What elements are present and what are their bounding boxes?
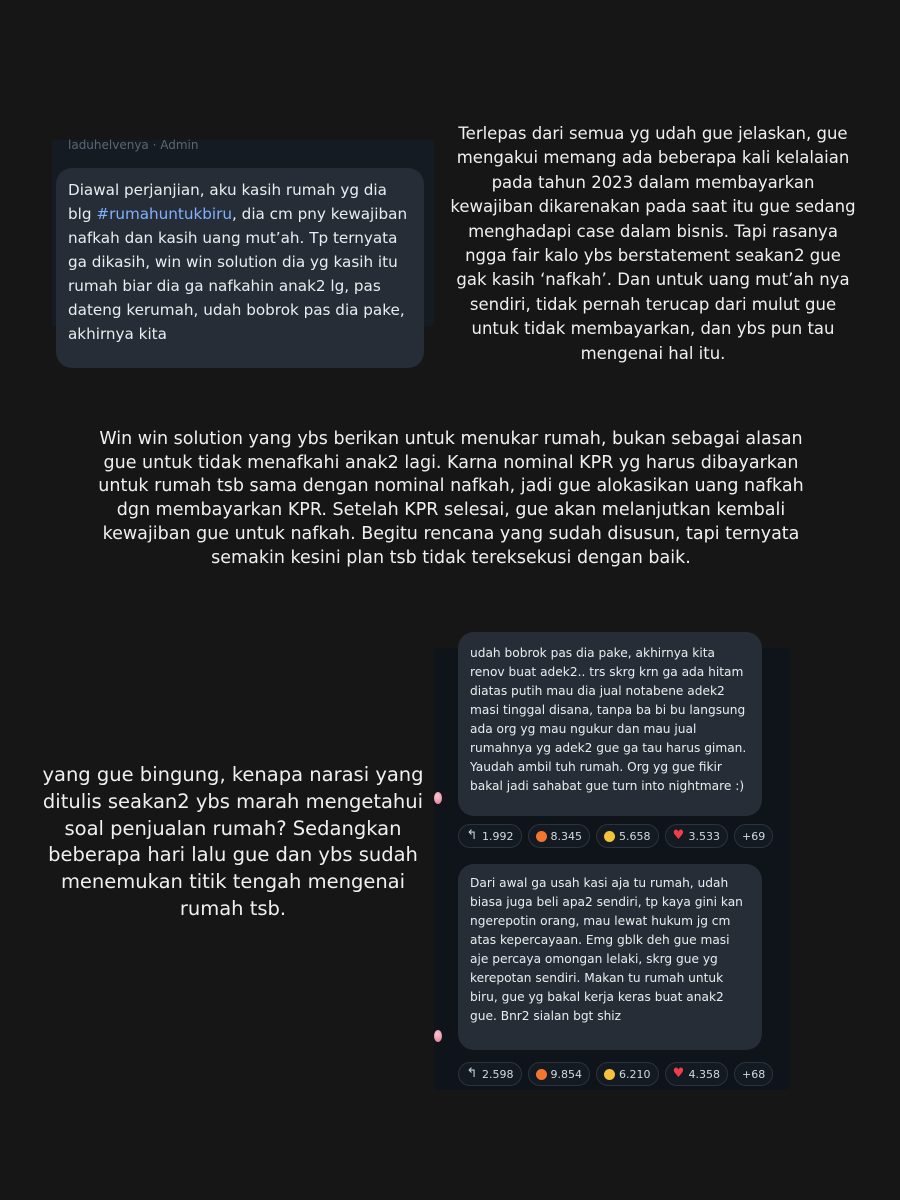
post-bubble: [56, 168, 424, 368]
reply-count: 1.992: [482, 829, 514, 843]
sad-emoji-icon: [604, 1069, 615, 1080]
sad-reaction-button[interactable]: [596, 824, 659, 848]
love-reaction-button[interactable]: [665, 824, 729, 848]
love-count: 3.533: [688, 829, 720, 843]
comment-text: Dari awal ga usah kasi aja tu rumah, udah biasa juga beli apa2 sendiri, tp kaya gini kan ngerepotin orang, mau lewat hukum jg cm atas kepercayaan. Emg gblk deh gue masi aje percaya omongan lelaki, skrg gue yg kerepotan sendiri. Makan tu rumah untuk biru, gue yg bakal kerja keras buat anak2 gue. Bnr2 sialan bgt shiz: [470, 876, 743, 1023]
angry-count: 9.854: [550, 1067, 582, 1081]
love-reaction-button[interactable]: [665, 1062, 729, 1086]
reply-arrow-icon: ↰: [466, 828, 478, 843]
post-screenshot: [52, 138, 434, 343]
more-count: +69: [742, 829, 766, 843]
angry-reaction-button[interactable]: [528, 1062, 591, 1086]
caption-top: Terlepas dari semua yg udah gue jelaskan, gue mengakui memang ada beberapa kali kelalaian pada tahun 2023 dalam membayarkan kewajiban dikarenakan pada saat itu gue sedang menghadapi case dalam bisnis. Tapi rasanya ngga fair kalo ybs berstatement seakan2 gue gak kasih ‘nafkah’. Dan untuk uang mut’ah nya sendiri, tidak pernah terucap dari mulut gue untuk tidak membayarkan, dan ybs pun tau mengenai hal itu.: [450, 124, 856, 363]
heart-icon: ♥: [672, 1066, 685, 1081]
post-text-start: Diawal perjanjian, aku kasih rumah yg dia blg: [68, 181, 387, 223]
love-count: 4.358: [688, 1067, 720, 1081]
reaction-bar: [458, 824, 773, 848]
avatar[interactable]: [434, 1030, 442, 1042]
reply-arrow-icon: ↰: [466, 1066, 478, 1081]
comment-bubble: [458, 632, 762, 816]
angry-emoji-icon: [536, 1069, 547, 1080]
reaction-bar: [458, 1062, 773, 1086]
more-reactions-button[interactable]: [734, 824, 773, 848]
sad-emoji-icon: [604, 831, 615, 842]
angry-reaction-button[interactable]: [528, 824, 591, 848]
sad-count: 6.210: [619, 1067, 651, 1081]
comments-screenshot: [434, 648, 790, 1090]
caption-left: yang gue bingung, kenapa narasi yang ditulis seakan2 ybs marah mengetahui soal penjualan rumah? Sedangkan beberapa hari lalu gue dan ybs sudah menemukan titik tengah mengenai rumah tsb.: [42, 763, 424, 920]
caption-middle: Win win solution yang ybs berikan untuk menukar rumah, bukan sebagai alasan gue untuk tidak menafkahi anak2 lagi. Karna nominal KPR yg harus dibayarkan untuk rumah tsb sama dengan nominal nafkah, jadi gue alokasikan uang nafkah dgn membayarkan KPR. Setelah KPR selesai, gue akan melanjutkan kembali kewajiban gue untuk nafkah. Begitu rencana yang sudah disusun, tapi ternyata semakin kesini plan tsb tidak tereksekusi dengan baik.: [98, 429, 804, 568]
sad-count: 5.658: [619, 829, 651, 843]
reply-button[interactable]: [458, 1062, 522, 1086]
more-count: +68: [742, 1067, 766, 1081]
post-text: [68, 178, 412, 346]
comment-bubble: [458, 864, 762, 1050]
heart-icon: ♥: [672, 828, 685, 843]
comment-text: udah bobrok pas dia pake, akhirnya kita renov buat adek2.. trs skrg krn ga ada hitam diatas putih mau dia jual notabene adek2 masi tinggal disana, tanpa ba bi bu langsung ada org yg mau ngukur dan mau jual rumahnya yg adek2 gue ga tau harus giman. Yaudah ambil tuh rumah. Org yg gue fikir bakal jadi sahabat gue turn into nightmare :): [470, 646, 747, 793]
reply-count: 2.598: [482, 1067, 514, 1081]
angry-emoji-icon: [536, 831, 547, 842]
sad-reaction-button[interactable]: [596, 1062, 659, 1086]
avatar[interactable]: [434, 792, 442, 804]
hashtag-link[interactable]: #rumahuntukbiru: [96, 205, 233, 223]
more-reactions-button[interactable]: [734, 1062, 773, 1086]
angry-count: 8.345: [550, 829, 582, 843]
post-text-end: , dia cm pny kewajiban nafkah dan kasih uang mut’ah. Tp ternyata ga dikasih, win win solution dia yg kasih itu rumah biar dia ga nafkahin anak2 lg, pas dateng kerumah, udah bobrok pas dia pake, akhirnya kita: [68, 205, 408, 343]
reply-button[interactable]: [458, 824, 522, 848]
post-meta: laduhelvenya · Admin: [68, 138, 199, 152]
